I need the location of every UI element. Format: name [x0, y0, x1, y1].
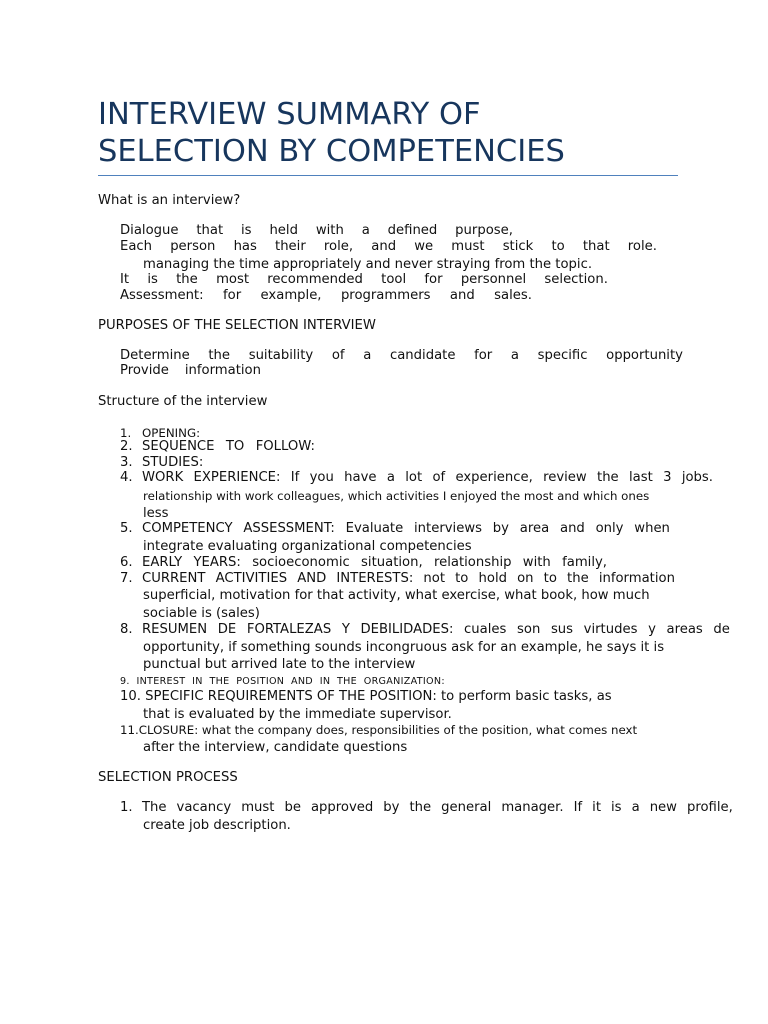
word: example,: [260, 288, 322, 303]
list-continuation: relationship with work colleagues, which activities I enjoyed the most and which ones: [143, 489, 650, 503]
word: their: [275, 239, 306, 254]
document-title: [98, 96, 698, 170]
word: opportunity: [606, 348, 683, 363]
list-number: 7.: [120, 571, 133, 586]
word: Provide: [120, 363, 169, 378]
word: Determine: [120, 348, 190, 363]
word: to: [455, 571, 469, 586]
word: the: [567, 571, 589, 586]
word: experience,: [455, 470, 533, 485]
word: that: [582, 239, 610, 254]
word: for: [424, 272, 443, 287]
word: person: [170, 239, 216, 254]
word: vacancy: [176, 800, 232, 815]
word: personnel: [460, 272, 527, 287]
word: is: [147, 272, 158, 287]
word: area: [519, 521, 550, 536]
word: a: [361, 223, 370, 238]
word: recommended: [267, 272, 363, 287]
word: SEQUENCE: [142, 439, 215, 454]
word: must: [241, 800, 275, 815]
word: RESUMEN: [142, 622, 208, 637]
word: specific: [537, 348, 588, 363]
word: of: [432, 470, 446, 485]
list-number: 1.: [120, 800, 133, 815]
word: approved: [310, 800, 374, 815]
word: you: [309, 470, 334, 485]
word: most: [216, 272, 250, 287]
word: information: [598, 571, 675, 586]
list-item: [120, 622, 730, 638]
word: only: [595, 521, 624, 536]
word: relationship: [433, 555, 512, 570]
word: family,: [562, 555, 607, 570]
word: is: [241, 223, 252, 238]
list-number: 2.: [120, 439, 133, 454]
list-continuation: opportunity, if something sounds incongruous ask for an example, he says it is: [143, 640, 665, 655]
list-item: [120, 439, 315, 455]
word: defined: [387, 223, 438, 238]
list-number: 3.: [120, 455, 133, 470]
word: we: [414, 239, 434, 254]
list-item: [120, 555, 607, 571]
word: y: [648, 622, 656, 637]
word: son: [517, 622, 541, 637]
word: socioeconomic: [252, 555, 350, 570]
word: has: [233, 239, 257, 254]
list-continuation: less: [143, 506, 169, 521]
word: de: [713, 622, 730, 637]
list-number: 8.: [120, 622, 133, 637]
word: DEBILIDADES:: [360, 622, 454, 637]
list-text: OPENING:: [142, 426, 201, 440]
word: DE: [217, 622, 237, 637]
list-item: [120, 470, 713, 486]
word: for: [222, 288, 242, 303]
paragraph-line: [120, 272, 608, 288]
word: It: [120, 272, 130, 287]
list-text: [142, 555, 607, 571]
list-item: 10. SPECIFIC REQUIREMENTS OF THE POSITION: to perform basic tasks, as: [120, 689, 612, 704]
word: programmers: [340, 288, 431, 303]
word: last: [629, 470, 653, 485]
word: FOLLOW:: [255, 439, 315, 454]
word: areas: [666, 622, 703, 637]
list-text: [142, 622, 730, 638]
section-heading-purposes: PURPOSES OF THE SELECTION INTERVIEW: [98, 318, 376, 333]
list-number: 6.: [120, 555, 133, 570]
list-continuation: superficial, motivation for that activity, what exercise, what book, how much: [143, 588, 650, 603]
word: must: [451, 239, 485, 254]
word: a: [510, 348, 519, 363]
word: and: [559, 521, 585, 536]
section-heading-selection-process: SELECTION PROCESS: [98, 770, 238, 785]
word: Y: [341, 622, 350, 637]
word: when: [634, 521, 670, 536]
word: suitability: [248, 348, 314, 363]
word: have: [344, 470, 377, 485]
list-item: [120, 800, 733, 816]
list-text: [142, 439, 315, 455]
word: be: [284, 800, 301, 815]
word: to: [543, 571, 557, 586]
word: EARLY: [142, 555, 183, 570]
list-item: [120, 455, 203, 471]
paragraph-line: [120, 239, 657, 255]
word: stick: [502, 239, 534, 254]
word: INTERESTS:: [336, 571, 414, 586]
word: the: [597, 470, 619, 485]
word: and: [449, 288, 475, 303]
word: role,: [323, 239, 354, 254]
list-text: [142, 571, 675, 587]
list-continuation: that is evaluated by the immediate supervisor.: [143, 707, 452, 722]
word: of: [331, 348, 345, 363]
list-number: 5.: [120, 521, 133, 536]
list-continuation: after the interview, candidate questions: [143, 740, 408, 755]
list-item: 11.CLOSURE: what the company does, responsibilities of the position, what comes next: [120, 723, 638, 737]
word: a: [363, 348, 372, 363]
word: role.: [627, 239, 657, 254]
section-heading-structure: Structure of the interview: [98, 394, 268, 409]
word: purpose,: [455, 223, 513, 238]
word: The: [142, 800, 167, 815]
word: candidate: [389, 348, 456, 363]
word: it: [592, 800, 601, 815]
word: general: [441, 800, 492, 815]
word: by: [383, 800, 400, 815]
word: selection.: [544, 272, 608, 287]
word: 3: [663, 470, 672, 485]
word: manager.: [501, 800, 564, 815]
word: new: [649, 800, 677, 815]
word: ACTIVITIES: [215, 571, 288, 586]
word: YEARS:: [193, 555, 241, 570]
word: jobs.: [681, 470, 713, 485]
word: not: [423, 571, 446, 586]
word: that: [196, 223, 224, 238]
word: review: [543, 470, 587, 485]
word: Evaluate: [345, 521, 404, 536]
word: COMPETENCY: [142, 521, 233, 536]
word: TO: [225, 439, 245, 454]
list-continuation: create job description.: [143, 818, 291, 833]
paragraph-line: [120, 348, 683, 364]
list-continuation: sociable is (sales): [143, 606, 260, 621]
word: to: [551, 239, 565, 254]
word: Assessment:: [120, 288, 204, 303]
word: with: [315, 223, 344, 238]
word: WORK: [142, 470, 184, 485]
word: a: [631, 800, 640, 815]
word: on: [517, 571, 534, 586]
word: interviews: [414, 521, 482, 536]
word: profile,: [686, 800, 733, 815]
word: Dialogue: [120, 223, 179, 238]
word: the: [409, 800, 432, 815]
section-heading-what-is-interview: What is an interview?: [98, 193, 241, 208]
title-underline: [98, 175, 678, 176]
list-text: [142, 800, 733, 816]
list-text: STUDIES:: [142, 455, 204, 470]
list-number: 1.: [120, 426, 132, 440]
list-number: 4.: [120, 470, 133, 485]
title-line-2: SELECTION BY COMPETENCIES: [98, 134, 565, 169]
word: If: [573, 800, 583, 815]
list-item: [120, 571, 675, 587]
word: a: [386, 470, 395, 485]
word: situation,: [361, 555, 423, 570]
word: EXPERIENCE:: [193, 470, 281, 485]
title-line-1: INTERVIEW SUMMARY OF: [98, 97, 481, 132]
word: hold: [478, 571, 507, 586]
list-text: [142, 521, 670, 537]
word: AND: [297, 571, 327, 586]
list-continuation: integrate evaluating organizational competencies: [143, 539, 472, 554]
word: CURRENT: [142, 571, 206, 586]
paragraph-line: [120, 363, 261, 379]
word: for: [474, 348, 493, 363]
word: the: [176, 272, 198, 287]
word: ASSESSMENT:: [243, 521, 335, 536]
paragraph-line: [120, 223, 513, 239]
word: and: [371, 239, 397, 254]
word: lot: [405, 470, 423, 485]
list-text: [142, 470, 713, 486]
word: sus: [550, 622, 574, 637]
paragraph-line: [120, 288, 532, 304]
word: virtudes: [583, 622, 638, 637]
paragraph-line: managing the time appropriately and never straying from the topic.: [143, 257, 593, 272]
word: by: [492, 521, 509, 536]
word: with: [522, 555, 551, 570]
list-continuation: punctual but arrived late to the interview: [143, 657, 416, 672]
word: information: [184, 363, 261, 378]
word: Each: [120, 239, 153, 254]
word: If: [290, 470, 300, 485]
list-item: 9. INTEREST IN THE POSITION AND IN THE ORGANIZATION:: [120, 676, 445, 687]
word: is: [611, 800, 622, 815]
list-item: [120, 521, 670, 537]
word: FORTALEZAS: [246, 622, 332, 637]
word: tool: [381, 272, 407, 287]
word: held: [269, 223, 298, 238]
word: cuales: [464, 622, 507, 637]
word: the: [208, 348, 231, 363]
word: sales.: [494, 288, 532, 303]
